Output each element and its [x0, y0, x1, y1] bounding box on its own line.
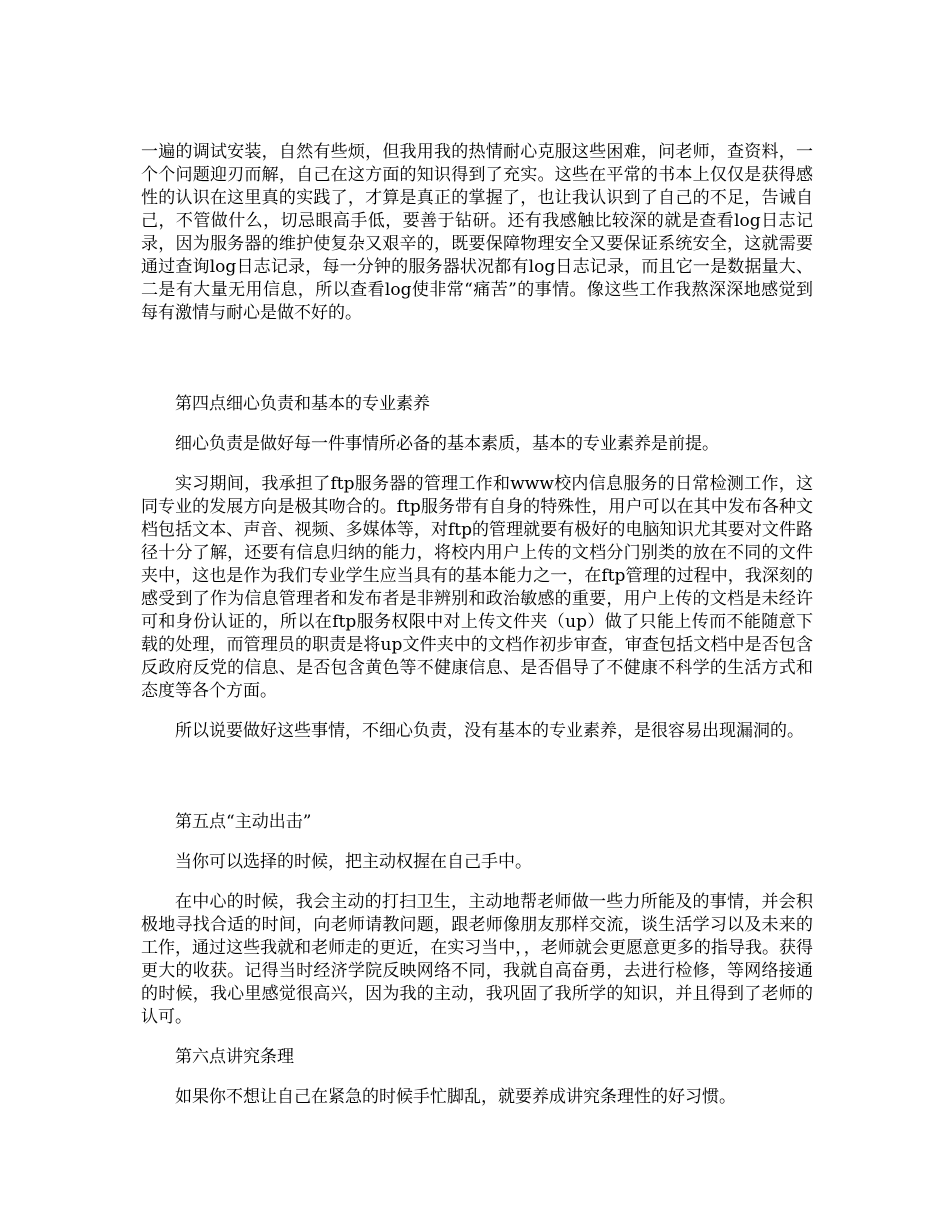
section-heading-6: 第六点讲究条理 [175, 1047, 294, 1067]
paragraph-spacer [141, 703, 813, 720]
document-page [141, 141, 813, 1109]
paragraph: 细心负责是做好每一件事情所必备的基本素质，基本的专业素养是前提。 [175, 434, 719, 454]
paragraph-spacer [141, 1029, 813, 1046]
section-heading-4: 第四点细心负责和基本的专业素养 [175, 394, 430, 414]
paragraph-spacer [141, 456, 813, 473]
section-spacer [141, 743, 813, 811]
section-spacer [141, 325, 813, 393]
paragraph: 在中心的时候，我会主动的打扫卫生，主动地帮老师做一些力所能及的事情，并会积极地寻找合适的时间，向老师请教问题，跟老师像朋友那样交流，谈生活学习以及未来的工作，通过这些我就和老师走的更近，在实习当中，，老师就会更愿意更多的指导我。获得更大的收获。记得当时经济学院反映网络不同，我就自高奋勇，去进行检修，等网络接通的时候，我心里感觉很高兴，因为我的主动，我巩固了我所学的知识，并且得到了老师的认可。 [141, 892, 813, 1027]
section-heading-5: 第五点“主动出击” [175, 812, 312, 832]
paragraph: 当你可以选择的时候，把主动权握在自己手中。 [175, 852, 532, 872]
paragraph: 所以说要做好这些事情，不细心负责，没有基本的专业素养，是很容易出现漏洞的。 [175, 721, 804, 741]
paragraph: 实习期间，我承担了ftp服务器的管理工作和www校内信息服务的日常检测工作，这同专业的发展方向是极其吻合的。ftp服务带有自身的特殊性，用户可以在其中发布各种文档包括文本、声音、视频、多媒体等，对ftp的管理就要有极好的电脑知识尤其要对文件路径十分了解，还要有信息归纳的能力，将校内用户上传的文档分门别类的放在不同的文件夹中，这也是作为我们专业学生应当具有的基本能力之一，在ftp管理的过程中，我深刻的感受到了作为信息管理者和发布者是非辨别和政治敏感的重要，用户上传的文档是未经许可和身份认证的，所以在ftp服务权限中对上传文件夹（up）做了只能上传而不能随意下载的处理，而管理员的职责是将up文件夹中的文档作初步审查，审查包括文档中是否包含反政府反党的信息、是否包含黄色等不健康信息、是否倡导了不健康不科学的生活方式和态度等各个方面。 [141, 474, 813, 701]
paragraph-spacer [141, 1069, 813, 1086]
paragraph-spacer [141, 834, 813, 851]
paragraph-spacer [141, 416, 813, 433]
paragraph: 如果你不想让自己在紧急的时候手忙脚乱，就要养成讲究条理性的好习惯。 [175, 1087, 736, 1107]
paragraph-continued: 一遍的调试安装，自然有些烦，但我用我的热情耐心克服这些困难，问老师，查资料，一个个问题迎刃而解，自己在这方面的知识得到了充实。这些在平常的书本上仅仅是获得感性的认识在这里真的实践了，才算是真正的掌握了，也让我认识到了自己的不足，告诫自己，不管做什么，切忌眼高手低，要善于钻研。还有我感触比较深的就是查看log日志记录，因为服务器的维护使复杂又艰辛的，既要保障物理安全又要保证系统安全，这就需要通过查询log日志记录，每一分钟的服务器状况都有log日志记录，而且它一是数据量大、二是有大量无用信息，所以查看log使非常“痛苦”的事情。像这些工作我熬深深地感觉到每有激情与耐心是做不好的。 [141, 142, 813, 323]
paragraph-spacer [141, 874, 813, 891]
